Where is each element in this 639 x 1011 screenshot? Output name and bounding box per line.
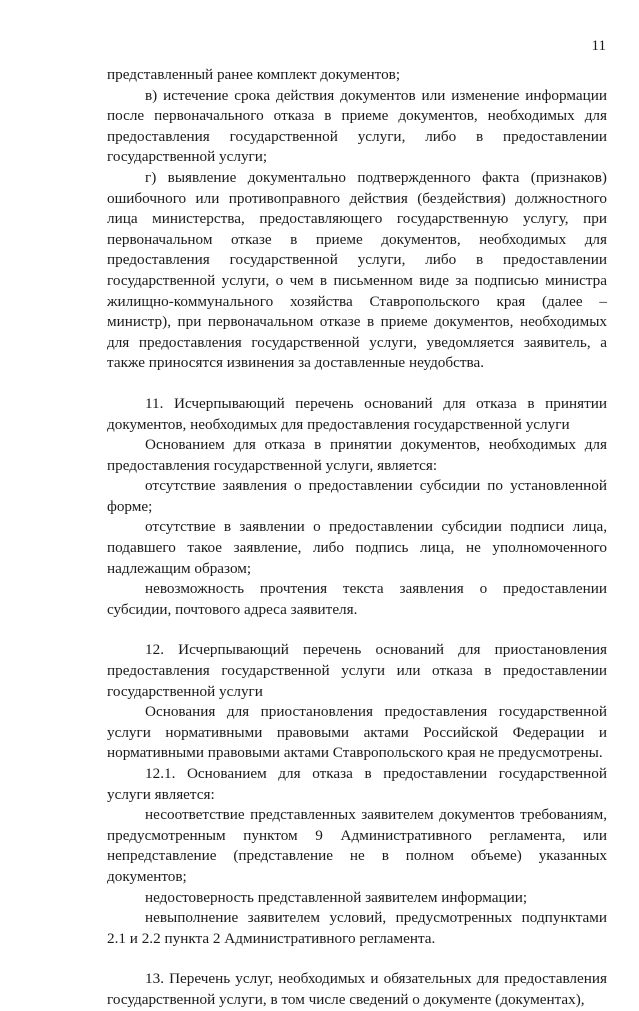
section-heading-12: 12. Исчерпывающий перечень оснований для приостановления предоставления государственной услуги или отказа в предоставлении государственной услуги xyxy=(107,641,607,700)
section-heading-11: 11. Исчерпывающий перечень оснований для отказа в принятии документов, необходимых для предоставления государственной услуги xyxy=(107,394,607,433)
page-number: 11 xyxy=(591,38,606,54)
section-heading-13: 13. Перечень услуг, необходимых и обязательных для предоставления государственной услуги, в том числе сведений о документе (документах), xyxy=(107,970,607,1008)
document-body xyxy=(107,65,607,1011)
paragraph-refusal-reason: несоответствие представленных заявителем документов требованиям, предусмотренным пунктом 9 Административного регламента, или непредставление (представление не в полном объеме) указанных документов; xyxy=(107,806,607,885)
paragraph-item-g: г) выявление документально подтвержденного факта (признаков) ошибочного или противоправного действия (бездействия) должностного лица министерства, предоставляющего государственную услугу, при первоначальном отказе в приеме документов, необходимых для предоставления государственной услуги, либо в предоставлении государственной услуги, о чем в письменном виде за подписью министра жилищно-коммунального хозяйства Ставропольского края (далее – министр), при первоначальном отказе в приеме документов, необходимых для предоставления государственной услуги, уведомляется заявитель, а также приносятся извинения за доставленные неудобства. xyxy=(107,168,607,372)
paragraph-refusal-reason: невыполнение заявителем условий, предусмотренных подпунктами 2.1 и 2.2 пункта 2 Административного регламента. xyxy=(107,909,607,947)
paragraph-refusal-reason: недостоверность представленной заявителем информации; xyxy=(145,888,528,906)
paragraph-refusal-ground: отсутствие в заявлении о предоставлении субсидии подписи лица, подавшего такое заявление, либо подпись лица, не уполномоченного надлежащим образом; xyxy=(107,518,607,577)
paragraph-12-1: 12.1. Основанием для отказа в предоставлении государственной услуги является: xyxy=(107,765,607,803)
paragraph-continuation: представленный ранее комплект документов; xyxy=(107,66,401,83)
paragraph-suspension-grounds: Основания для приостановления предоставления государственной услуги нормативными правовыми актами Российской Федерации и нормативными правовыми актами Ставропольского края не предусмотрены. xyxy=(107,703,607,762)
paragraph-refusal-grounds-intro: Основанием для отказа в принятии документов, необходимых для предоставления государственной услуги, является: xyxy=(107,436,607,474)
paragraph-refusal-ground: невозможность прочтения текста заявления о предоставлении субсидии, почтового адреса заявителя. xyxy=(107,580,607,618)
paragraph-refusal-ground: отсутствие заявления о предоставлении субсидии по установленной форме; xyxy=(107,477,607,515)
paragraph-item-v: в) истечение срока действия документов или изменение информации после первоначального отказа в приеме документов, необходимых для предоставления государственной услуги, либо в предоставлении государственной услуги; xyxy=(107,86,607,166)
